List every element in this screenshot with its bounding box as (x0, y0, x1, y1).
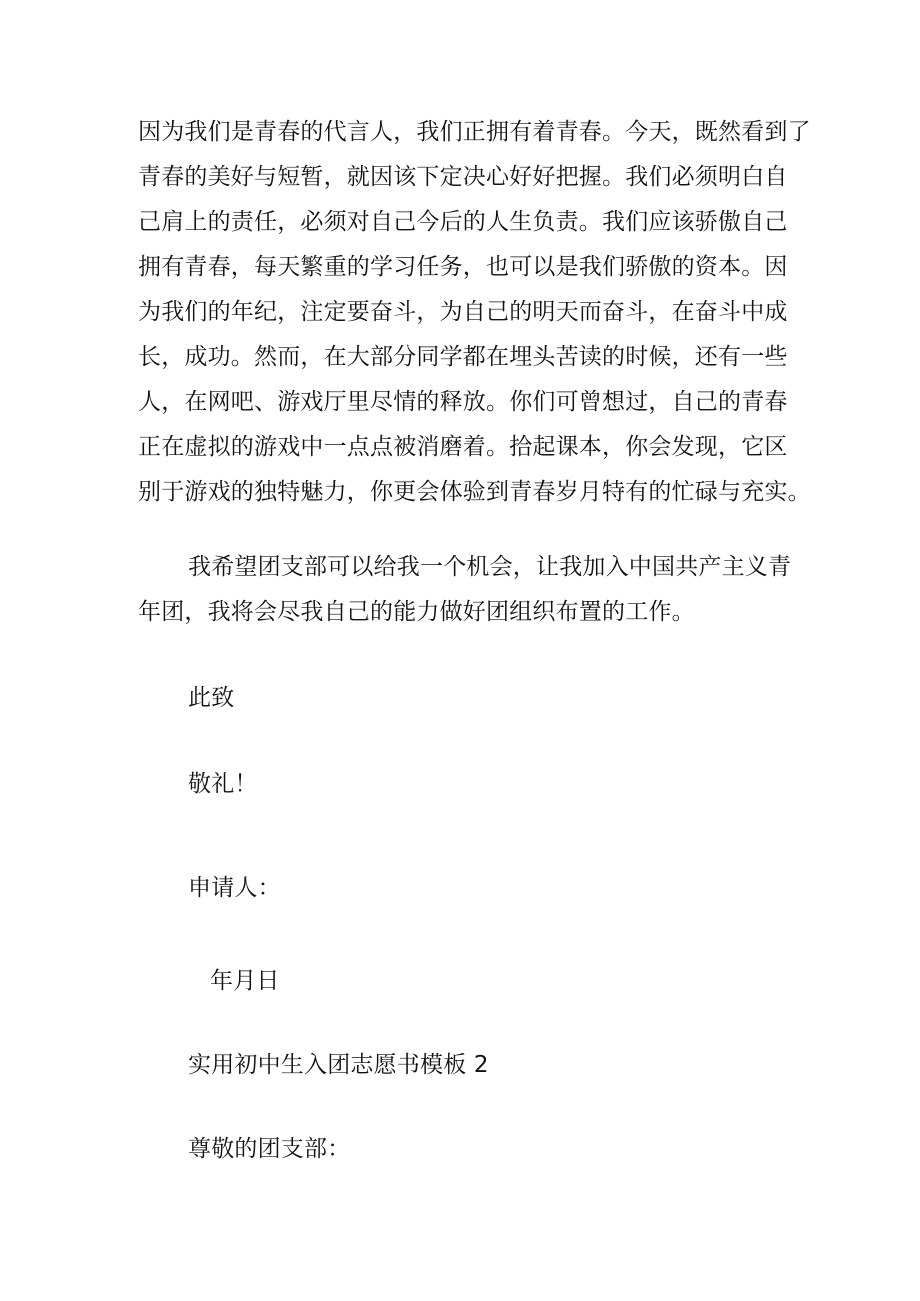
paragraph-1-line-5: 为我们的年纪，注定要奋斗，为自己的明天而奋斗，在奋斗中成 (138, 299, 788, 325)
closing-line-1: 此致 (188, 685, 235, 711)
paragraph-1-line-4: 拥有青春，每天繁重的学习任务，也可以是我们骄傲的资本。因 (138, 254, 788, 280)
paragraph-1-line-1: 因为我们是青春的代言人，我们正拥有着青春。今天，既然看到了 (138, 119, 811, 145)
paragraph-1-line-8: 正在虚拟的游戏中一点点被消磨着。拾起课本，你会发现，它区 (138, 434, 788, 460)
paragraph-1-line-6: 长，成功。然而，在大部分同学都在埋头苦读的时候，还有一些 (138, 344, 788, 370)
applicant-label: 申请人： (188, 875, 281, 901)
paragraph-1-line-7: 人，在网吧、游戏厅里尽情的释放。你们可曾想过，自己的青春 (138, 389, 788, 415)
date-label: 年月日 (210, 968, 280, 994)
closing-line-2: 敬礼！ (188, 771, 258, 797)
paragraph-1-line-2: 青春的美好与短暂，就因该下定决心好好把握。我们必须明白自 (138, 164, 788, 190)
section-title: 实用初中生入团志愿书模板 2 (188, 1052, 489, 1078)
salutation: 尊敬的团支部： (188, 1136, 351, 1162)
paragraph-2-line-1: 我希望团支部可以给我一个机会，让我加入中国共产主义青 (188, 554, 792, 580)
paragraph-1-line-3: 己肩上的责任，必须对自己今后的人生负责。我们应该骄傲自己 (138, 209, 788, 235)
paragraph-2-line-2: 年团，我将会尽我自己的能力做好团组织布置的工作。 (138, 599, 695, 625)
paragraph-1-line-9: 别于游戏的独特魅力，你更会体验到青春岁月特有的忙碌与充实。 (138, 479, 811, 505)
